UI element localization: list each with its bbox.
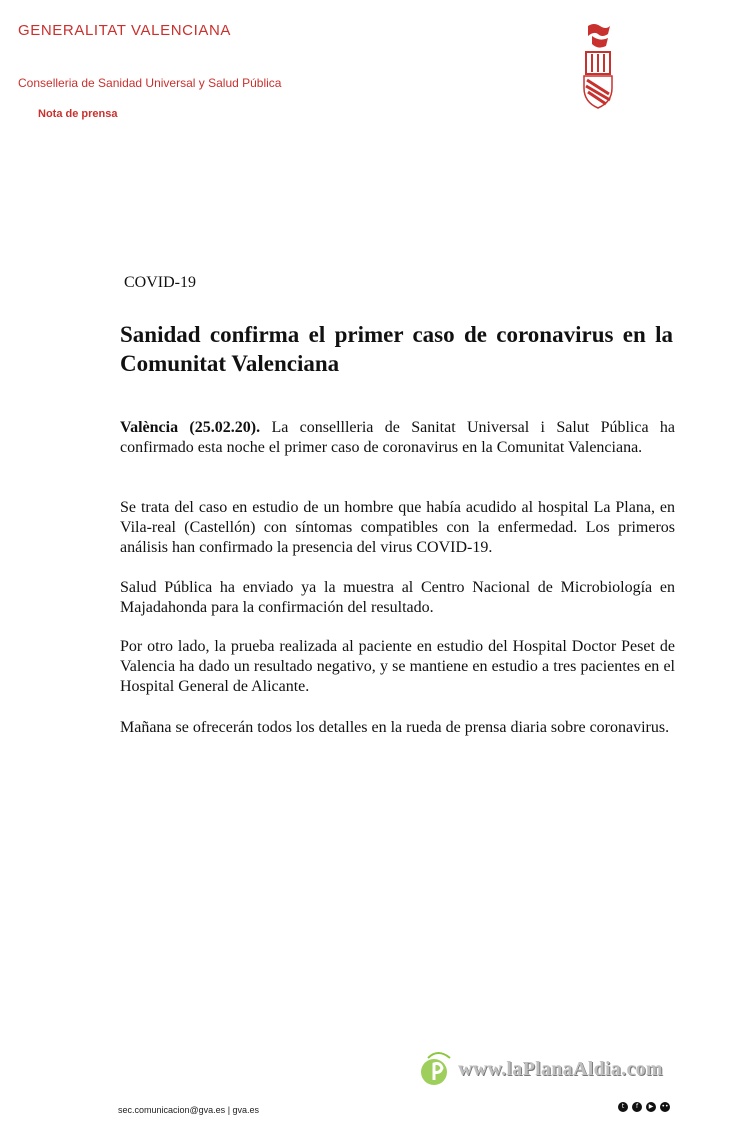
paragraph-4: Por otro lado, la prueba realizada al paciente en estudio del Hospital Doctor Peset de Valencia ha dado un resultado negativo, y se mantiene en estudio a tres pacientes en el Hospital General de Alicante.	[120, 638, 675, 695]
topic-label: COVID-19	[124, 274, 196, 291]
document-type: Nota de prensa	[38, 108, 118, 120]
paragraph-5: Mañana se ofrecerán todos los detalles en la rueda de prensa diaria sobre coronavirus.	[120, 719, 670, 736]
department-name: Conselleria de Sanidad Universal y Salud Pública	[18, 76, 282, 90]
headline: Sanidad confirma el primer caso de coronavirus en la Comunitat Valenciana	[120, 322, 673, 376]
paragraph-1	[120, 418, 675, 458]
organization-name: GENERALITAT VALENCIANA	[18, 22, 231, 39]
social-icons	[618, 1102, 670, 1112]
paragraph-1-text: La consellleria de Sanitat Universal i Salut Pública ha confirmado esta noche el primer caso de coronavirus en la Comunitat Valenciana.	[120, 419, 676, 456]
youtube-icon[interactable]: ▶	[646, 1102, 656, 1112]
flickr-icon[interactable]: ••	[661, 1103, 669, 1110]
footer-contact: sec.comunicacion@gva.es | gva.es	[118, 1105, 260, 1115]
paragraph-3: Salud Pública ha enviado ya la muestra al Centro Nacional de Microbiología en Majadahonda para la confirmación del resultado.	[120, 579, 675, 616]
paragraph-2: Se trata del caso en estudio de un hombre que había acudido al hospital La Plana, en Vila-real (Castellón) con síntomas compatibles con la enfermedad. Los primeros análisis han confirmado la presencia del virus COVID-19.	[120, 499, 675, 556]
dateline: València (25.02.20).	[120, 419, 261, 436]
generalitat-coat-of-arms-icon	[578, 22, 618, 110]
watermark-text: www.laPlanaAldia.com	[458, 1058, 663, 1080]
facebook-icon[interactable]: f	[632, 1102, 642, 1112]
twitter-icon[interactable]: t	[618, 1102, 628, 1112]
